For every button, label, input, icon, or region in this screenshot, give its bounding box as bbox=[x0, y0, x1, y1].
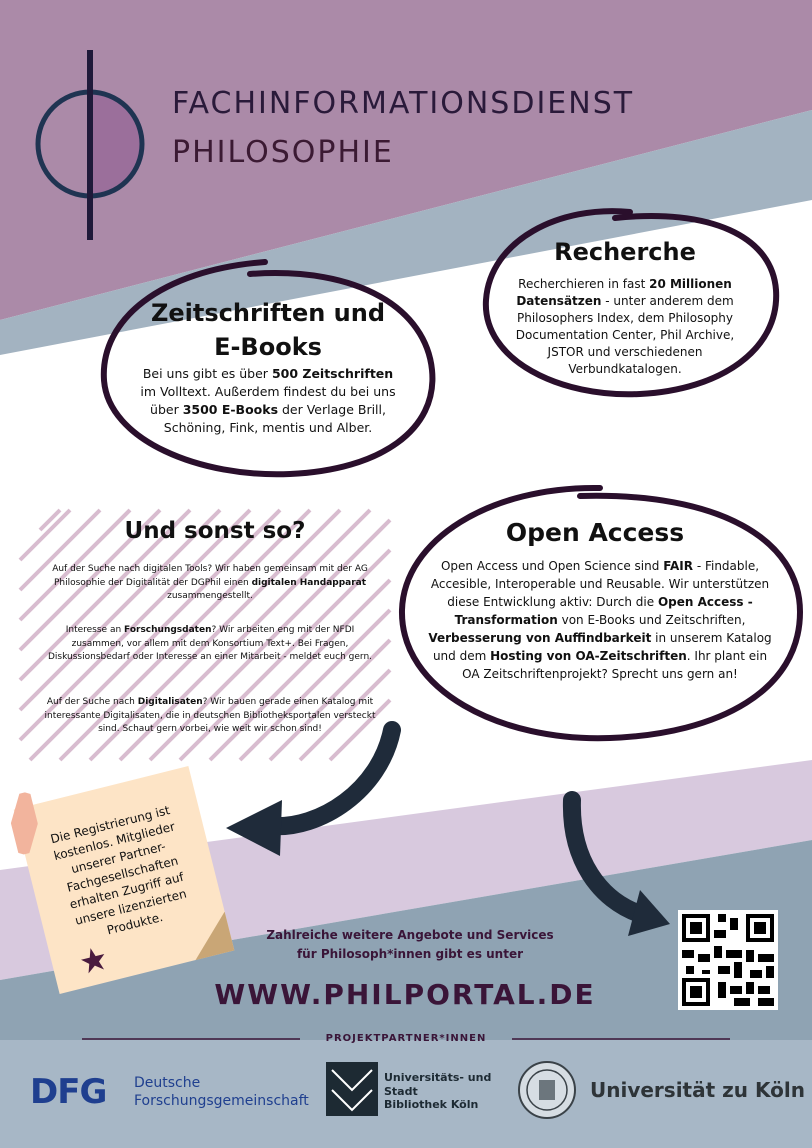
star-icon bbox=[78, 944, 110, 976]
fid-logo-icon bbox=[30, 50, 160, 240]
uzk-name: Universität zu Köln bbox=[590, 1078, 805, 1102]
philportal-link[interactable]: WWW.PHILPORTAL.DE bbox=[214, 978, 596, 1011]
dfg-name: Deutsche Forschungsgemeinschaft bbox=[134, 1075, 309, 1109]
partners-label: PROJEKTPARTNER*INNEN bbox=[325, 1033, 487, 1044]
usb-name: Universitäts- und Stadt Bibliothek Köln bbox=[384, 1071, 492, 1111]
dfg-logo: DFG bbox=[30, 1072, 107, 1112]
open-access-text: Open Access und Open Science sind FAIR - Findable, Accesible, Interoperable und Reusable. Wir unterstützen diese Entwicklung aktiv: Durch die Open Access -Transformation von E-Books und Zeitschriften, Verbesserung von Auffindbarkeit in unserem Katalog und dem Hosting von OA-Zeitschriften. Ihr plant ein OA Zeitschriftenprojekt? Sprecht uns gern an! bbox=[428, 559, 772, 681]
header-title-line1: FACHINFORMATIONSDIENST bbox=[172, 86, 635, 121]
zeitschriften-text: Bei uns gibt es über 500 Zeitschriften im Volltext. Außerdem findest du bei uns über 3500 E-Books der Verlage Brill, Schöning, Fink, mentis und Alber. bbox=[140, 366, 396, 435]
sonst-paragraph-digitalisate: Auf der Suche nach Digitalisaten? Wir bauen gerade einen Katalog mit interessante Digitalisaten, die in deutschen Bibliotheksportalen versteckt sind. Schaut gern vorbei, wie weit wir schon sind! bbox=[44, 697, 376, 734]
header-title-line2: PHILOSOPHIE bbox=[172, 135, 394, 170]
sonst-paragraph-forschungsdaten: Interesse an Forschungsdaten? Wir arbeiten eng mit der NFDI zusammen, vor allem mit dem Konsortium Text+. Bei Fragen, Diskussionsbedarf oder Interesse an einer Mitarbeit - meldet euch gern. bbox=[47, 625, 373, 662]
sonst-title: Und sonst so? bbox=[124, 518, 306, 544]
open-access-title: Open Access bbox=[505, 518, 685, 547]
uzk-seal-icon bbox=[517, 1060, 577, 1120]
zeitschriften-title: Zeitschriften und E-Books bbox=[150, 299, 386, 361]
registration-note-text: Die Registrierung ist kostenlos. Mitglieder unserer Partner-Fachgesellschaften erhalten Zugriff auf unsere lizenzierten Produkte. bbox=[49, 803, 188, 938]
recherche-text: Recherchieren in fast 20 Millionen Datensätzen - unter anderem dem Philosophers Index, dem Philosophy Documentation Center, Phil Archive, JSTOR und verschiedenen Verbundkatalogen. bbox=[515, 277, 735, 376]
more-services-text: Zahlreiche weitere Angebote und Services für Philosoph*innen gibt es unter bbox=[266, 928, 554, 961]
sonst-paragraph-tools: Auf der Suche nach digitalen Tools? Wir haben gemeinsam mit der AG Philosophie der Digitalität der DGPhil einen digitalen Handapparat zusammengestellt. bbox=[52, 564, 368, 601]
recherche-title: Recherche bbox=[554, 238, 696, 266]
qr-code-icon[interactable] bbox=[678, 910, 778, 1010]
usb-logo-icon bbox=[326, 1062, 378, 1116]
